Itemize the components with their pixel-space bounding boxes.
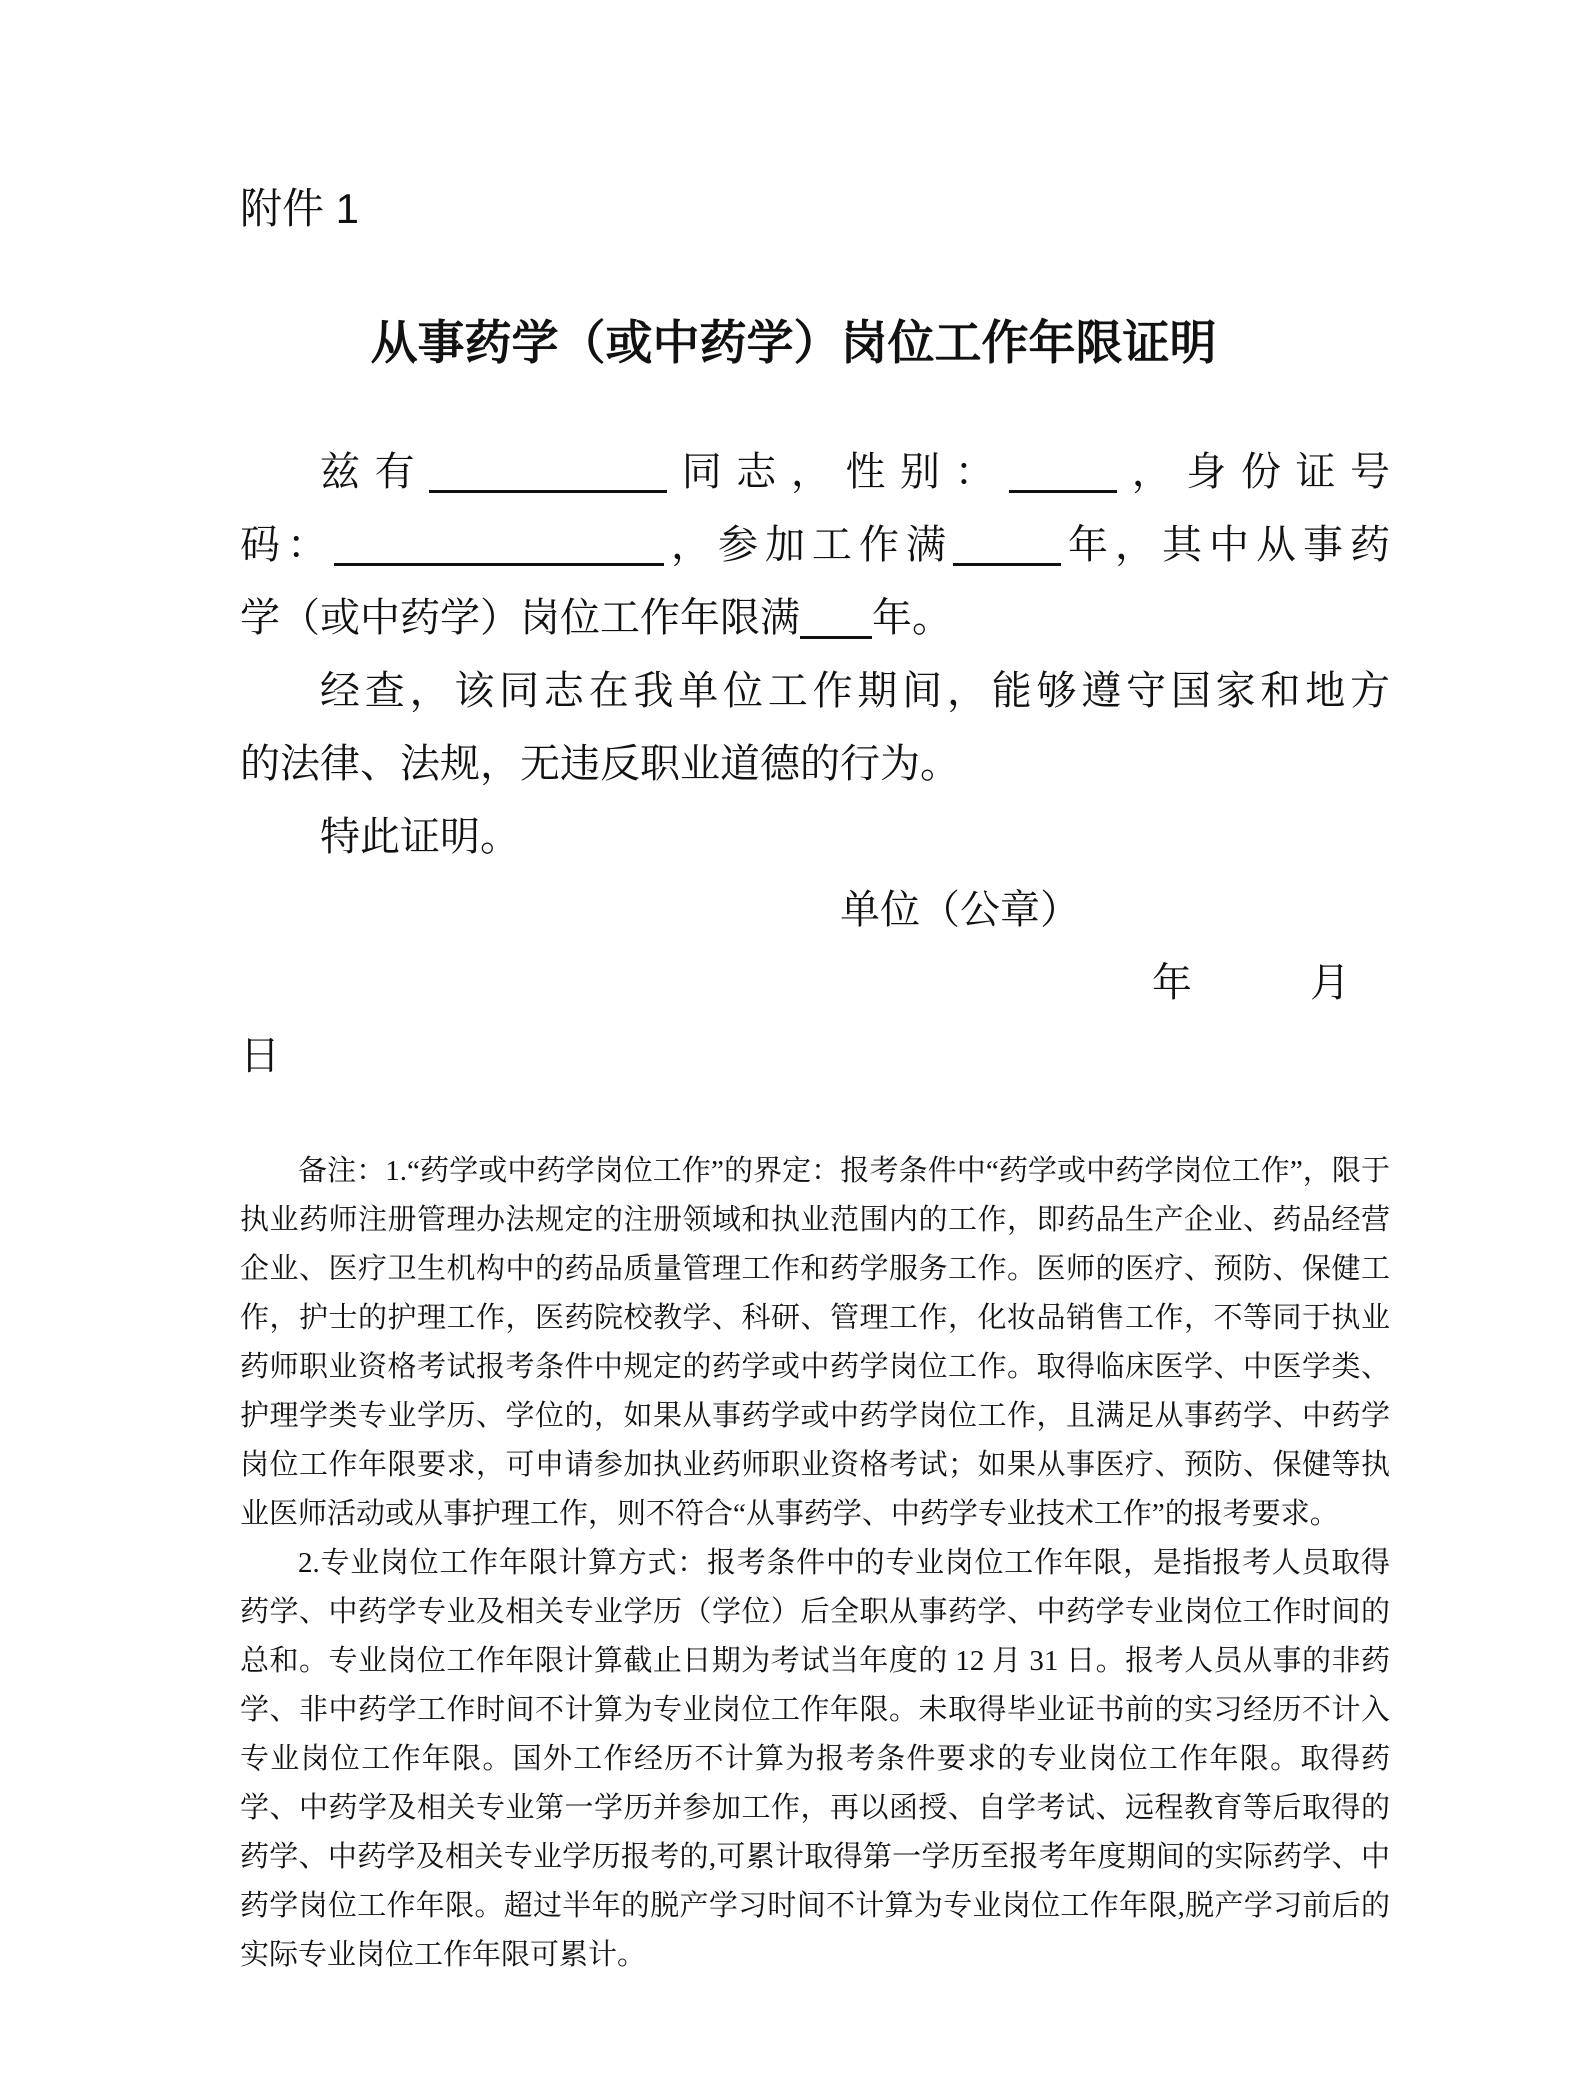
text-pharmacy-intro: 年，其中从事药 [1061, 522, 1390, 567]
text-id-number-label: 码： [240, 522, 334, 567]
text-pharmacy-years-label: 学（或中药学）岗位工作年限满 [240, 595, 800, 640]
blank-gender [1009, 490, 1117, 493]
notes-section [240, 1147, 1390, 1980]
attachment-label: 附件 1 [240, 185, 360, 232]
text-work-years-label: ，参加工作满 [664, 522, 953, 567]
body-line-conduct-1: 经查，该同志在我单位工作期间，能够遵守国家和地方 [320, 668, 1390, 713]
body-line-hereby-certify: 特此证明。 [320, 814, 520, 859]
body-line-name-gender [240, 435, 1390, 508]
body-line-pharmacy-years [240, 581, 1390, 654]
notes-paragraph-1: 备注：1.“药学或中药学岗位工作”的界定：报考条件中“药学或中药学岗位工作”，限于执业药师注册管理办法规定的注册领域和执业范围内的工作，即药品生产企业、药品经营企业、医疗卫生机构中的药品质量管理工作和药学服务工作。医师的医疗、预防、保健工作，护士的护理工作，医药院校教学、科研、管理工作，化妆品销售工作，不等同于执业药师职业资格考试报考条件中规定的药学或中药学岗位工作。取得临床医学、中医学类、护理学类专业学历、学位的，如果从事药学或中药学岗位工作，且满足从事药学、中药学岗位工作年限要求，可申请参加执业药师职业资格考试；如果从事医疗、预防、保健等执业医师活动或从事护理工作，则不符合“从事药学、中药学专业技术工作”的报考要求。 [240, 1155, 1390, 1530]
certificate-body [240, 435, 1390, 1092]
year-label: 年 [1152, 960, 1192, 1005]
blank-id-number [334, 563, 664, 566]
blank-pharmacy-years [800, 636, 872, 639]
blank-name [429, 490, 667, 493]
text-id-label: ，身份证号 [1117, 449, 1391, 494]
text-herewith: 兹有 [320, 449, 430, 494]
seal-line: 单位（公章） [840, 887, 1080, 932]
body-line-conduct-2: 的法律、法规，无违反职业道德的行为。 [240, 741, 960, 786]
document-title: 从事药学（或中药学）岗位工作年限证明 [370, 316, 1217, 369]
blank-total-work-years [953, 563, 1061, 566]
text-comrade-gender: 同志，性别： [667, 449, 1010, 494]
body-line-id-years [240, 508, 1390, 581]
day-line: 日 [240, 1033, 280, 1078]
text-years-suffix: 年。 [872, 595, 952, 640]
notes-paragraph-2: 2.专业岗位工作年限计算方式：报考条件中的专业岗位工作年限，是指报考人员取得药学、中药学专业及相关专业学历（学位）后全职从事药学、中药学专业岗位工作时间的总和。专业岗位工作年限计算截止日期为考试当年度的 12 月 31 日。报考人员从事的非药学、非中药学工作时间不计算为专业岗位工作年限。未取得毕业证书前的实习经历不计入专业岗位工作年限。国外工作经历不计算为报考条件要求的专业岗位工作年限。取得药学、中药学及相关专业第一学历并参加工作，再以函授、自学考试、远程教育等后取得的药学、中药学及相关专业学历报考的,可累计取得第一学历至报考年度期间的实际药学、中药学岗位工作年限。超过半年的脱产学习时间不计算为专业岗位工作年限,脱产学习前后的实际专业岗位工作年限可累计。 [240, 1547, 1390, 1971]
date-line [240, 946, 1390, 1019]
month-label: 月 [1310, 960, 1350, 1005]
